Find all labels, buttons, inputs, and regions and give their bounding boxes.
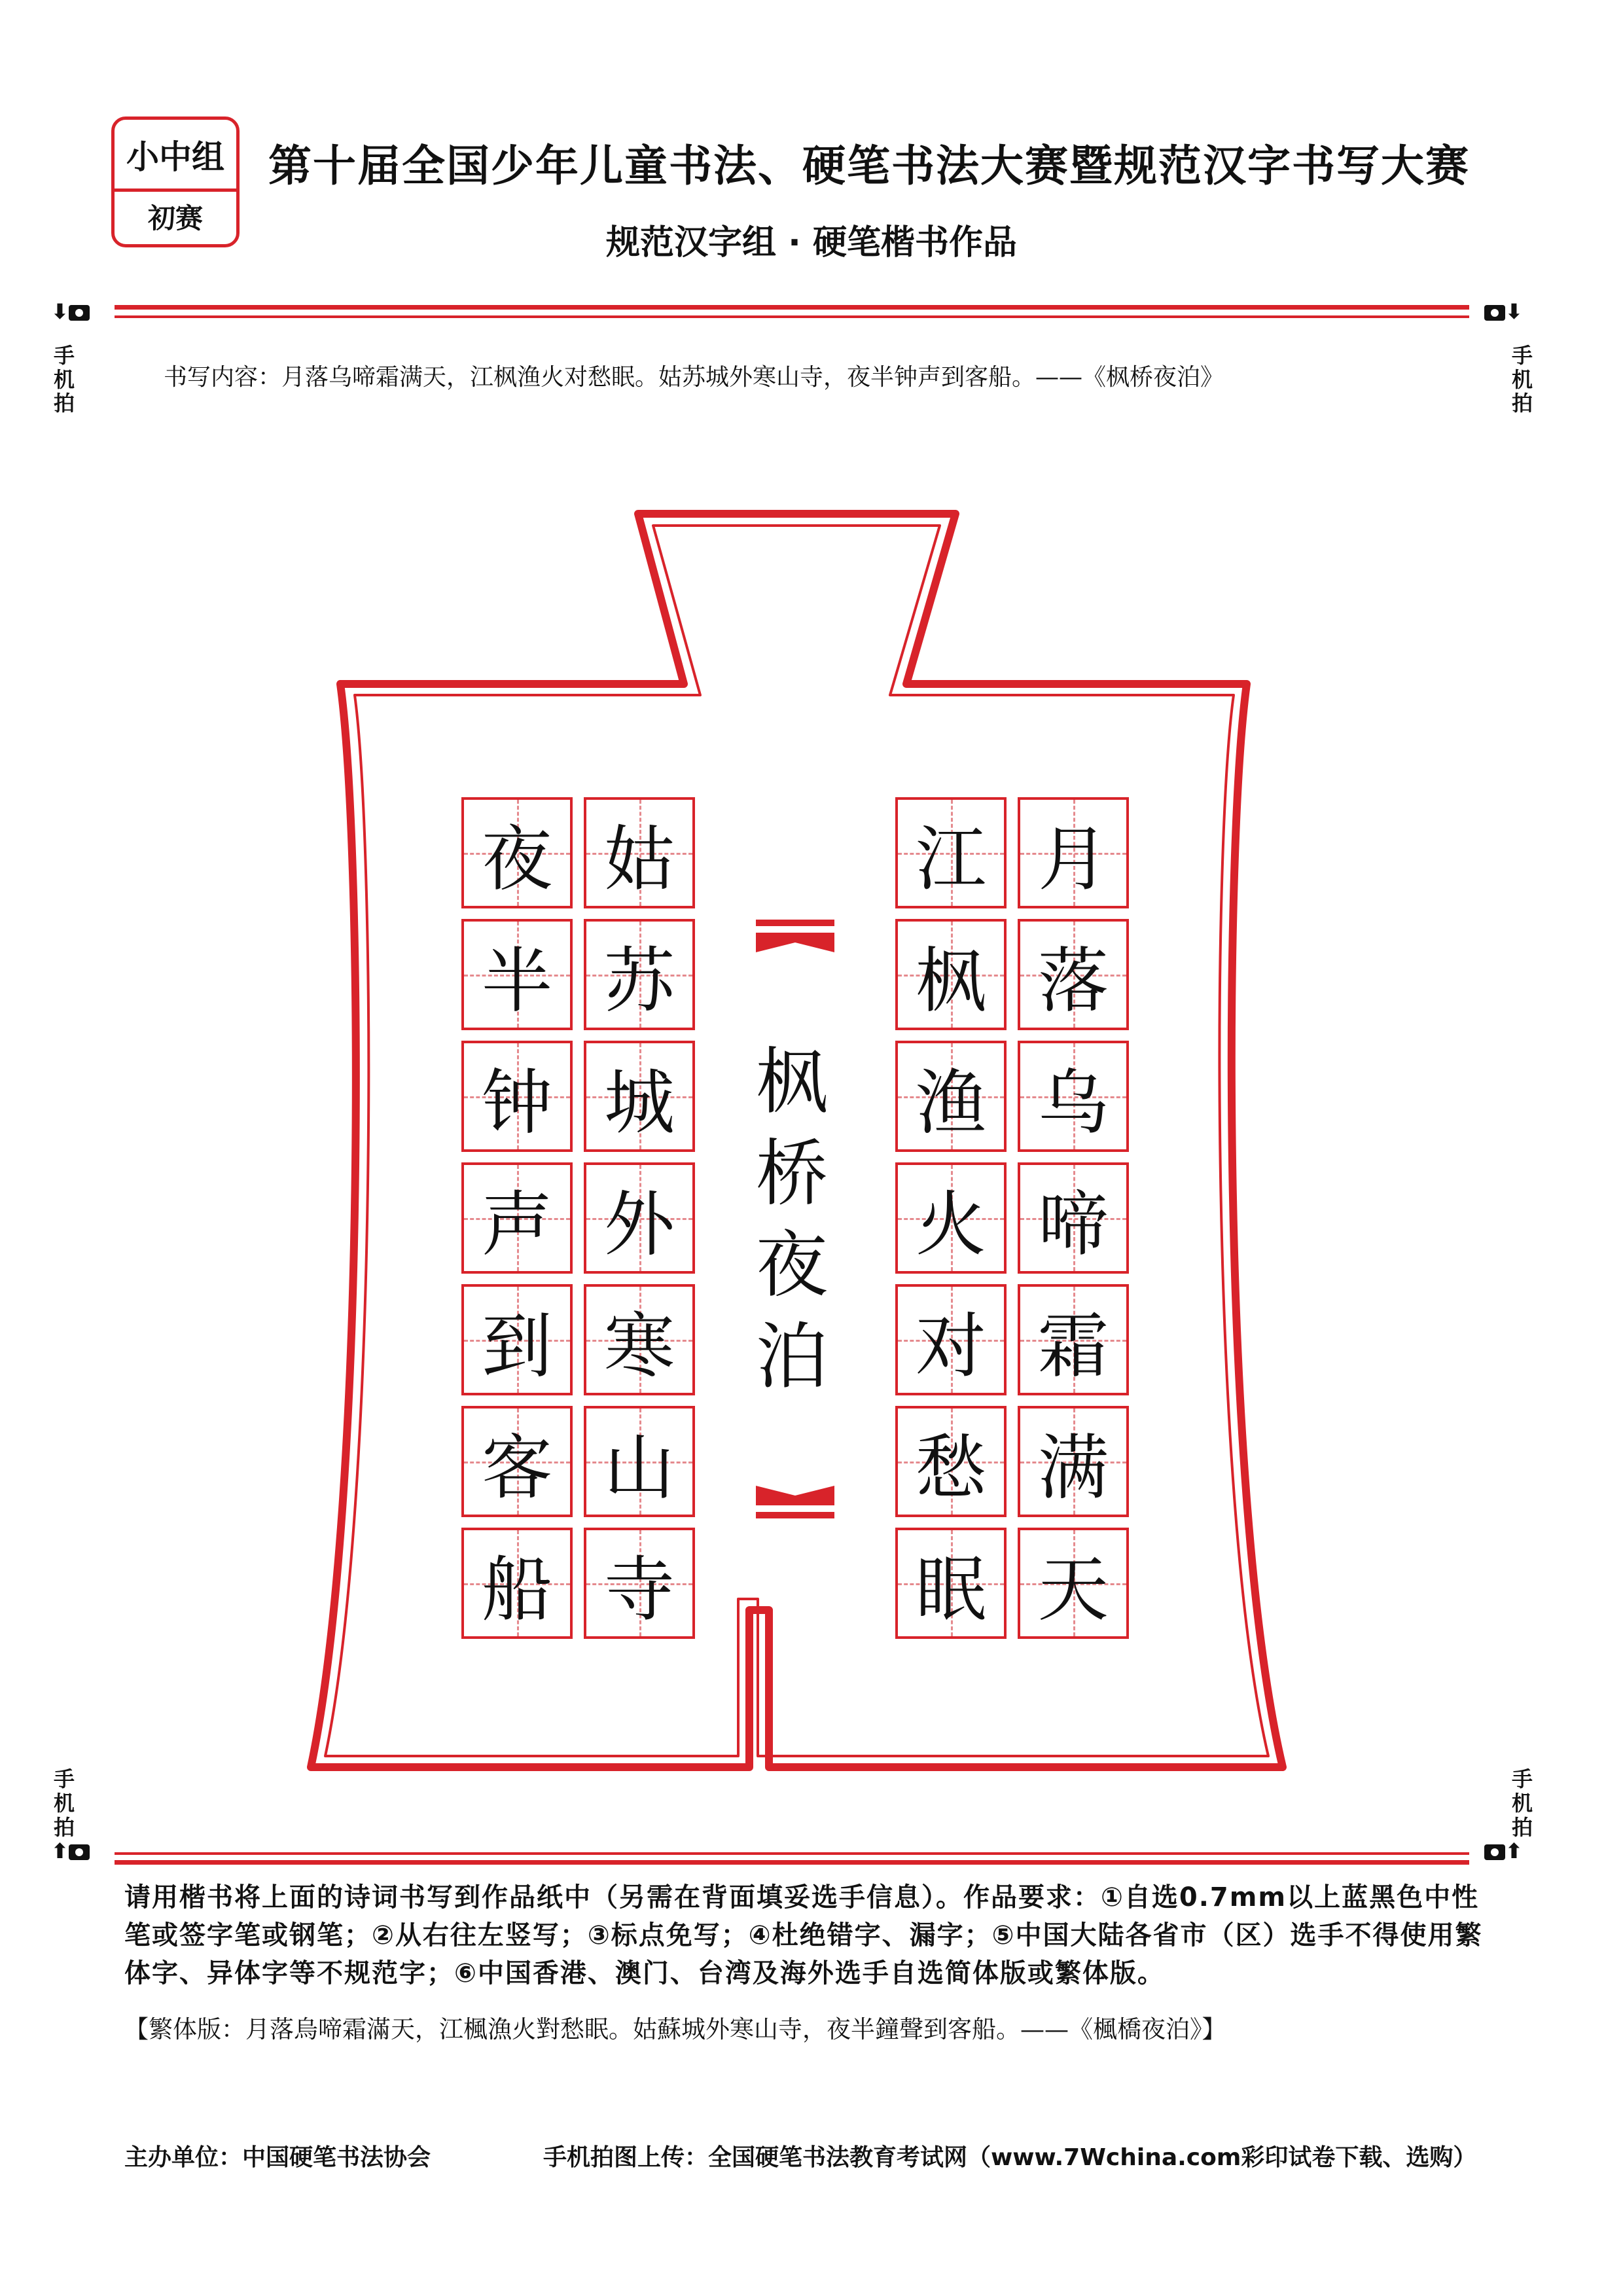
poem-char: 苏 — [603, 940, 675, 1022]
grid-cell — [584, 1528, 695, 1639]
poem-char: 寒 — [603, 1305, 675, 1388]
grid-cell — [1018, 1041, 1129, 1152]
grid-cell — [1018, 1284, 1129, 1395]
arrow-up-icon: ⬆ — [51, 1839, 69, 1864]
traditional-version: 【繁体版：月落烏啼霜滿天，江楓漁火對愁眠。姑蘇城外寒山寺，夜半鐘聲到客船。——《楓橋夜泊》】 — [124, 2015, 1226, 2043]
corner-label: 手机拍 — [53, 342, 75, 416]
grid-cell — [895, 919, 1007, 1030]
arrow-up-icon: ⬆ — [1505, 1839, 1523, 1864]
corner-label: 手机拍 — [1511, 1767, 1533, 1840]
poem-char: 到 — [481, 1305, 552, 1388]
poem-char: 落 — [1037, 940, 1109, 1022]
title-marker-bottom — [756, 1486, 834, 1518]
grid-cell — [461, 1041, 573, 1152]
poem-char: 半 — [481, 940, 552, 1022]
grid-cell — [895, 1041, 1007, 1152]
poem-char: 眠 — [915, 1549, 986, 1631]
badge-group: 小中组 — [115, 120, 236, 192]
grid-cell — [895, 1528, 1007, 1639]
grid-cell — [895, 1406, 1007, 1517]
grid-cell — [461, 1406, 573, 1517]
grid-cell — [461, 919, 573, 1030]
poem-char: 船 — [481, 1549, 552, 1631]
bottom-rule — [115, 1860, 1469, 1865]
poem-char: 江 — [915, 818, 986, 901]
grid-cell — [1018, 919, 1129, 1030]
corner-label: 手机拍 — [1511, 342, 1533, 416]
poem-char: 满 — [1037, 1427, 1109, 1509]
grid-cell — [584, 1041, 695, 1152]
grid-cell — [1018, 1528, 1129, 1639]
grid-cell — [895, 797, 1007, 908]
grid-cell — [584, 1162, 695, 1274]
page-title: 第十届全国少年儿童书法、硬笔书法大赛暨规范汉字书写大赛 — [268, 140, 1470, 191]
poem-char: 乌 — [1037, 1062, 1109, 1144]
grid-cell — [1018, 797, 1129, 908]
poem-char: 城 — [603, 1062, 675, 1144]
poem-char: 渔 — [915, 1062, 986, 1144]
grid-cell — [461, 1162, 573, 1274]
poem-char: 愁 — [915, 1427, 986, 1509]
poem-char: 霜 — [1037, 1305, 1109, 1388]
grid-cell — [584, 1284, 695, 1395]
upload-info: 手机拍图上传：全国硬笔书法教育考试网（www.7Wchina.com彩印试卷下载、选购） — [543, 2144, 1477, 2171]
arrow-down-icon: ⬇ — [1505, 299, 1523, 324]
poem-title-char: 桥 — [756, 1132, 828, 1215]
corner-label: 手机拍 — [53, 1767, 75, 1840]
poem-title-char: 夜 — [756, 1223, 828, 1307]
grid-cell — [584, 1406, 695, 1517]
grid-cell — [1018, 1162, 1129, 1274]
grid-cell — [461, 1284, 573, 1395]
grid-cell — [584, 797, 695, 908]
poem-char: 天 — [1037, 1549, 1109, 1631]
poem-char: 火 — [915, 1183, 986, 1266]
poem-char: 钟 — [481, 1062, 552, 1144]
poem-char: 客 — [481, 1427, 552, 1509]
poem-char: 对 — [915, 1305, 986, 1388]
poem-char: 姑 — [603, 818, 675, 901]
writing-content: 书写内容：月落乌啼霜满天，江枫渔火对愁眠。姑苏城外寒山寺，夜半钟声到客船。——《枫桥夜泊》 — [164, 364, 1224, 391]
poem-char: 月 — [1037, 818, 1109, 901]
poem-char: 啼 — [1037, 1183, 1109, 1266]
grid-cell — [1018, 1406, 1129, 1517]
poem-char: 夜 — [481, 818, 552, 901]
poem-char: 寺 — [603, 1549, 675, 1631]
poem-char: 声 — [481, 1183, 552, 1266]
title-marker-top — [756, 920, 834, 952]
poem-char: 山 — [603, 1427, 675, 1509]
organizer: 主办单位：中国硬笔书法协会 — [124, 2144, 431, 2171]
bottom-rule-thin — [115, 1852, 1469, 1855]
grid-cell — [584, 919, 695, 1030]
instructions: 请用楷书将上面的诗词书写到作品纸中（另需在背面填妥选手信息）。作品要求：①自选0.7mm以上蓝黑色中性笔或签字笔或钢笔；②从右往左竖写；③标点免写；④杜绝错字、漏字；⑤中国大陆各省市（区）选手不得使用繁体字、异体字等不规范字；⑥中国香港、澳门、台湾及海外选手自选简体版或繁体版。 — [124, 1882, 1483, 1988]
badge-stage: 初赛 — [147, 202, 203, 234]
grid-cell — [895, 1284, 1007, 1395]
grid-cell — [895, 1162, 1007, 1274]
arrow-down-icon: ⬇ — [51, 299, 69, 324]
poem-title-char: 泊 — [756, 1315, 828, 1399]
page-subtitle: 规范汉字组 · 硬笔楷书作品 — [606, 223, 1017, 262]
poem-char: 外 — [603, 1183, 675, 1266]
grid-cell — [461, 1528, 573, 1639]
poem-char: 枫 — [915, 940, 986, 1022]
grid-cell — [461, 797, 573, 908]
poem-title-char: 枫 — [756, 1040, 828, 1124]
